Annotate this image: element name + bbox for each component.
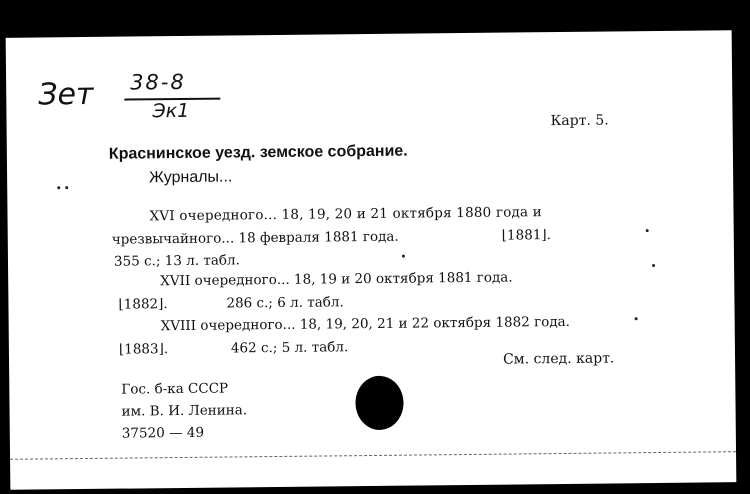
speck <box>646 229 649 232</box>
library-line-2: им. В. И. Ленина. <box>121 402 248 420</box>
library-line-3: 37520 — 49 <box>121 424 205 442</box>
body-line-5-year: ⌊1882⌋. <box>118 296 168 313</box>
see-next-card: См. след. карт. <box>502 350 615 368</box>
body-line-1: XVI очередного... 18, 19, 20 и 21 октября 1880 года и <box>149 204 543 225</box>
body-line-2-year: ⌊1881⌋. <box>501 227 552 244</box>
speck <box>402 255 405 258</box>
handwritten-numerator: 38-8 <box>130 69 186 95</box>
card-bottom-rule <box>10 451 736 460</box>
subheading: Журналы... <box>149 168 233 187</box>
body-line-7: 462 с.; 5 л. табл. <box>230 339 349 357</box>
ink-blot <box>355 376 404 430</box>
catalog-card <box>6 30 737 490</box>
body-line-4: XVII очередного... 18, 19 и 20 октября 1881 года. <box>160 269 513 290</box>
handwritten-denominator: Эк1 <box>152 99 190 123</box>
library-line-1: Гос. б-ка СССР <box>121 380 229 398</box>
body-line-5: 286 с.; 6 л. табл. <box>226 294 344 312</box>
body-line-7-year: ⌊1883⌋. <box>118 341 169 358</box>
body-line-6: XVIII очередного... 18, 19, 20, 21 и 22 октября 1882 года. <box>160 313 571 335</box>
heading: Краснинское уезд. земское собрание. <box>108 142 408 163</box>
handwritten-prefix: Зет <box>38 76 94 113</box>
card-number: Карт. 5. <box>550 112 609 130</box>
speck <box>57 186 60 189</box>
speck <box>652 264 655 267</box>
speck <box>635 317 638 320</box>
body-line-2: чрезвычайного... 18 февраля 1881 года. <box>111 228 399 248</box>
body-line-3: 355 с.; 13 л. табл. <box>113 252 240 270</box>
speck <box>65 186 68 189</box>
